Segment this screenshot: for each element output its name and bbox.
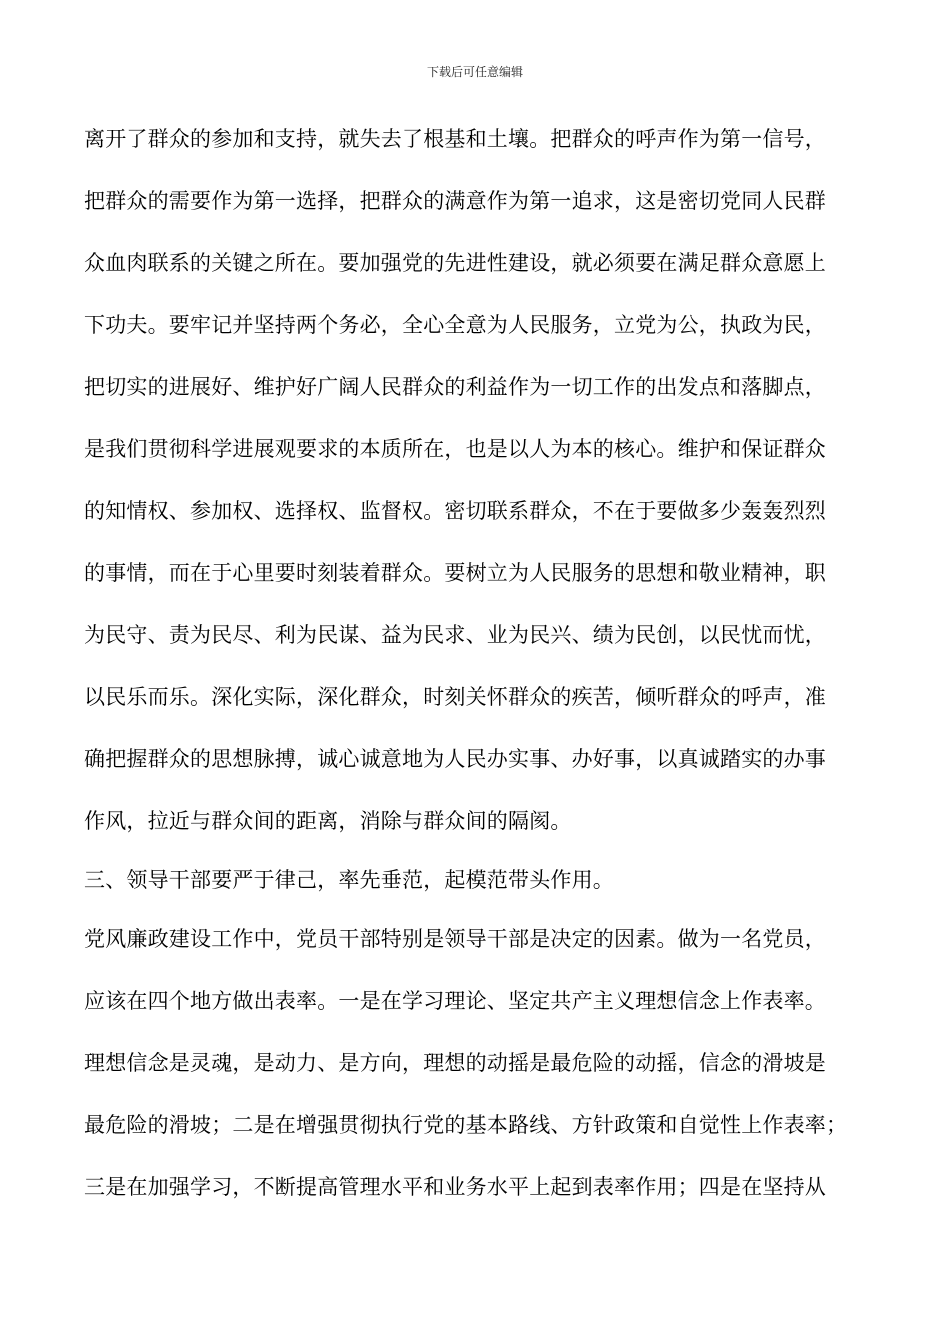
body-line-9: 为民守、责为民尽、利为民谋、益为民求、业为民兴、绩为民创，以民忧而忧，: [84, 623, 826, 647]
body-line-6: 是我们贯彻科学进展观要求的本质所在，也是以人为本的核心。维护和保证群众: [84, 437, 826, 461]
body-line-5: 把切实的进展好、维护好广阔人民群众的利益作为一切工作的出发点和落脚点，: [84, 375, 826, 399]
body-line-7: 的知情权、参加权、选择权、监督权。密切联系群众，不在于要做多少轰轰烈烈: [84, 499, 826, 523]
page-header: 下载后可任意编辑: [426, 65, 523, 79]
body-line-11: 确把握群众的思想脉搏，诚心诚意地为人民办实事、办好事，以真诚踏实的办事: [84, 747, 826, 771]
body-line-8: 的事情，而在于心里要时刻装着群众。要树立为人民服务的思想和敬业精神，职: [84, 561, 826, 585]
body-line-16: 理想信念是灵魂，是动力、是方向，理想的动摇是最危险的动摇，信念的滑坡是: [84, 1051, 826, 1075]
body-line-4: 下功夫。要牢记并坚持两个务必，全心全意为人民服务，立党为公，执政为民，: [84, 313, 826, 337]
body-line-15: 应该在四个地方做出表率。一是在学习理论、坚定共产主义理想信念上作表率。: [84, 989, 826, 1013]
body-line-14: 党风廉政建设工作中，党员干部特别是领导干部是决定的因素。做为一名党员，: [84, 927, 826, 951]
body-line-2: 把群众的需要作为第一选择，把群众的满意作为第一追求，这是密切党同人民群: [84, 189, 826, 213]
body-line-17: 最危险的滑坡；二是在增强贯彻执行党的基本路线、方针政策和自觉性上作表率；: [84, 1113, 848, 1137]
body-line-3: 众血肉联系的关键之所在。要加强党的先进性建设，就必须要在满足群众意愿上: [84, 251, 826, 275]
section-heading: 三、领导干部要严于律己，率先垂范，起模范带头作用。: [84, 868, 614, 892]
body-line-12: 作风，拉近与群众间的距离，消除与群众间的隔阂。: [84, 809, 572, 833]
body-line-10: 以民乐而乐。深化实际，深化群众，时刻关怀群众的疾苦，倾听群众的呼声，准: [84, 685, 826, 709]
body-line-1: 离开了群众的参加和支持，就失去了根基和土壤。把群众的呼声作为第一信号，: [84, 127, 826, 151]
body-line-18: 三是在加强学习，不断提高管理水平和业务水平上起到表率作用；四是在坚持从: [84, 1175, 826, 1199]
